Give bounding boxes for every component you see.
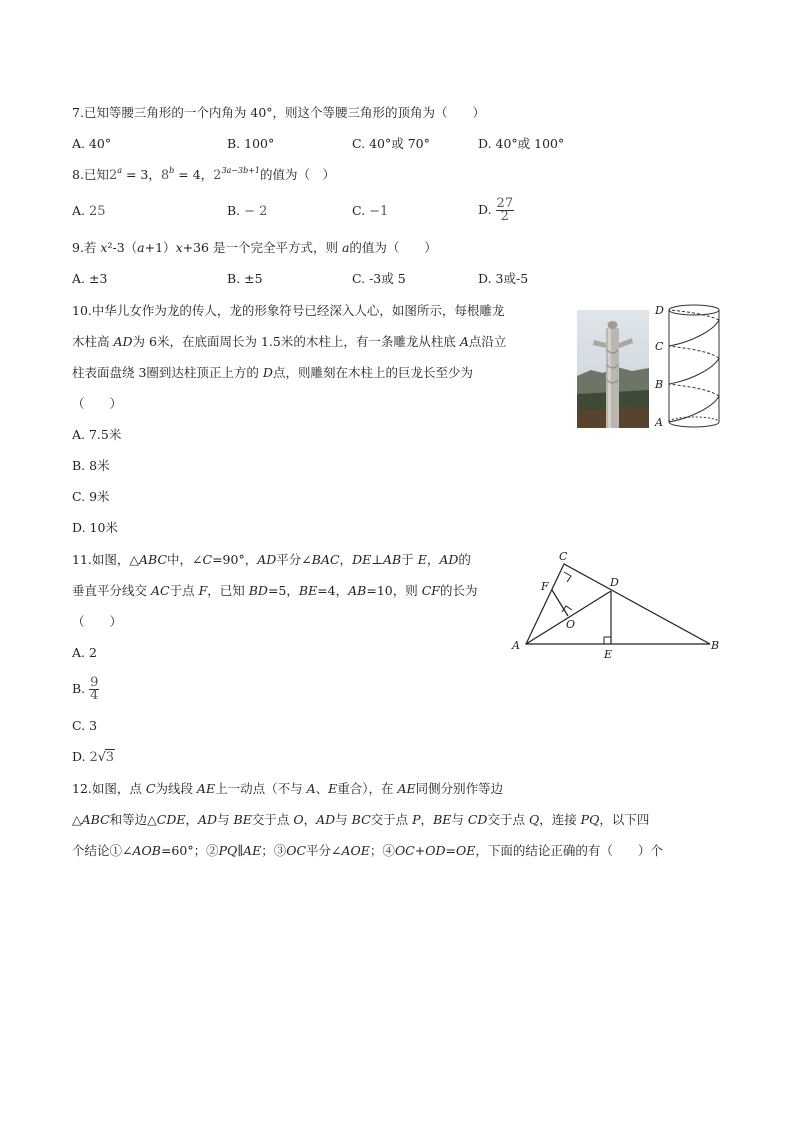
- q7-option-d: D. 40°或 100°: [478, 136, 565, 151]
- label-f: F: [541, 580, 549, 593]
- label-b: B: [711, 639, 720, 652]
- q12-stem-line3: 个结论①∠AOB=60°；②PQ∥AE；③OC平分∠AOE；④OC+OD=OE，下面的结论正确的有（ ）个: [72, 843, 663, 858]
- q10-stem-line2: 木柱高 AD为 6米，在底面周长为 1.5米的木柱上，有一条雕龙从柱底 A点沿立: [72, 334, 507, 349]
- label-d: D: [655, 304, 664, 317]
- dragon-pillar-photo: [577, 310, 649, 428]
- q8-option-c: C. −1: [352, 203, 389, 219]
- q9-option-b: B. ±5: [227, 271, 263, 286]
- q12-stem-line2: △ABC和等边△CDE，AD与 BE交于点 O，AD与 BC交于点 P，BE与 CD交于点 Q，连接 PQ，以下四: [72, 812, 650, 827]
- q10-option-b: B. 8米: [72, 458, 110, 473]
- q11-option-b: B. $\frac{9}{4}$: [72, 675, 99, 703]
- q11-option-d: D. 2√3: [72, 749, 115, 765]
- q8-stem: 8.已知$2^a = 3$，$8^b = 4$，$2^{3a-3b+1}$的值为（ ）: [72, 166, 336, 183]
- q12-stem-line1: 12.如图，点 C为线段 AE上一动点（不与 A、E重合），在 AE同侧分别作等边: [72, 781, 504, 796]
- q11-stem-line1: 11.如图，△ABC中，∠C=90°，AD平分∠BAC，DE⊥AB于 E，AD的: [72, 552, 471, 567]
- q11-option-c: C. 3: [72, 718, 98, 733]
- q10-option-d: D. 10米: [72, 520, 118, 535]
- q9-option-c: C. -3或 5: [352, 271, 406, 286]
- q7-option-a: A. 40°: [72, 136, 112, 151]
- q7-stem: 7.已知等腰三角形的一个内角为 40°，则这个等腰三角形的顶角为（ ）: [72, 105, 486, 120]
- label-o: O: [566, 618, 576, 631]
- q9-option-d: D. 3或-5: [478, 271, 529, 286]
- q10-option-a: A. 7.5米: [72, 427, 122, 442]
- q7-option-c: C. 40°或 70°: [352, 136, 430, 151]
- q7-option-b: B. 100°: [227, 136, 275, 151]
- q11-stem-line2: 垂直平分线交 AC于点 F，已知 BD=5，BE=4，AB=10，则 CF的长为: [72, 583, 478, 598]
- q8-option-a: A. 25: [72, 203, 106, 219]
- q10-stem-line1: 10.中华儿女作为龙的传人，龙的形象符号已经深入人心，如图所示，每根雕龙: [72, 303, 505, 318]
- label-c: C: [655, 340, 664, 353]
- label-c: C: [559, 550, 568, 563]
- q11-paren: （ ）: [72, 614, 123, 629]
- q8-option-b: B. − 2: [227, 203, 268, 219]
- q11-triangle-figure: [508, 546, 728, 664]
- label-e: E: [604, 648, 613, 661]
- q11-option-a: A. 2: [72, 645, 97, 660]
- label-a: A: [655, 416, 663, 429]
- label-a: A: [512, 639, 520, 652]
- q9-stem: 9.若 x²-3（a+1）x+36 是一个完全平方式，则 a的值为（ ）: [72, 240, 437, 255]
- q9-option-a: A. ±3: [72, 271, 108, 286]
- q10-stem-line3: 柱表面盘绕 3圈到达柱顶正上方的 D点，则雕刻在木柱上的巨龙长至少为: [72, 365, 473, 380]
- q10-cylinder-figure: [652, 296, 724, 434]
- label-d: D: [610, 576, 619, 589]
- label-b: B: [655, 378, 664, 391]
- q8-option-d: D. $\frac{27}{2}$: [478, 196, 514, 224]
- q10-option-c: C. 9米: [72, 489, 110, 504]
- q10-paren: （ ）: [72, 396, 123, 411]
